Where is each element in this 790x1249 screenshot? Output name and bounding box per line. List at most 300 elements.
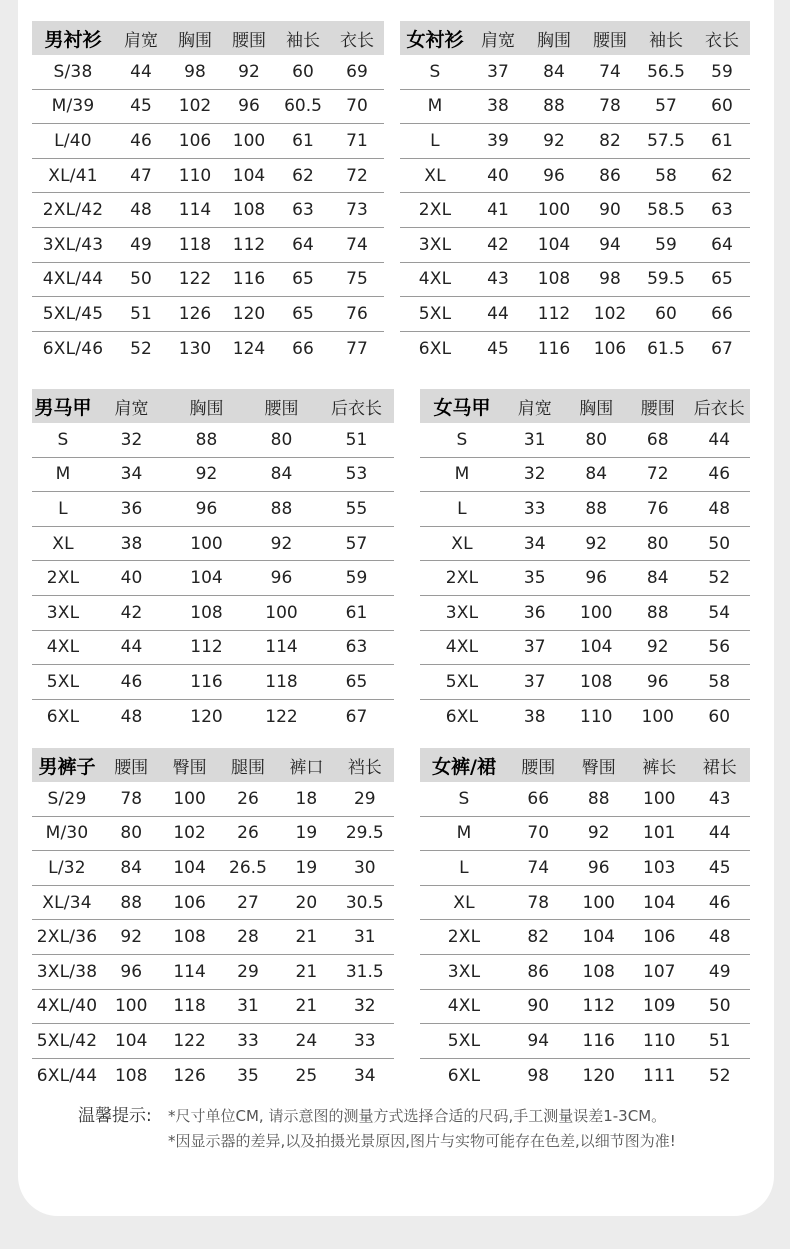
measure-cell: 31 (219, 989, 277, 1024)
size-cell: 6XL (418, 338, 452, 359)
measure-cell: 88 (627, 595, 689, 630)
size-cell: M (32, 457, 94, 492)
size-cell: 4XL (420, 989, 508, 1024)
measure-cell: 52 (708, 1065, 731, 1086)
measure-cell: 70 (508, 816, 569, 851)
size-cell: 4XL (32, 630, 94, 665)
table-row (32, 885, 394, 920)
measure-cell: 100 (169, 526, 244, 561)
measure-cell: 62 (694, 158, 750, 193)
measure-cell: 28 (219, 920, 277, 955)
measure-cell: 59.5 (638, 262, 694, 297)
measure-cell: 116 (537, 338, 571, 359)
measure-cell: 110 (629, 1024, 690, 1059)
measure-cell: 90 (508, 989, 569, 1024)
measure-cell: 32 (336, 989, 394, 1024)
size-cell: 2XL/36 (32, 920, 102, 955)
measure-cell: 33 (219, 1024, 277, 1059)
size-cell: 5XL/45 (32, 297, 114, 332)
measure-cell: 59 (694, 55, 750, 89)
measure-cell: 51 (114, 297, 168, 332)
measure-cell: 65 (319, 665, 394, 700)
measure-cell: 96 (566, 561, 628, 596)
size-cell: 3XL (420, 595, 504, 630)
measure-cell: 64 (276, 227, 330, 262)
measure-cell: 18 (277, 782, 335, 816)
size-cell: 2XL (420, 920, 508, 955)
measure-cell: 60 (708, 706, 731, 727)
size-cell: 4XL/44 (32, 262, 114, 297)
measure-cell: 76 (330, 297, 384, 332)
size-cell: 4XL (400, 262, 470, 297)
measure-cell: 88 (569, 782, 630, 816)
column-header: 胸围 (526, 21, 582, 55)
table-row (420, 699, 750, 733)
size-cell: S (400, 55, 470, 89)
measure-cell: 31.5 (336, 954, 394, 989)
measure-cell: 63 (319, 630, 394, 665)
measure-cell: 49 (114, 227, 168, 262)
table-row (32, 124, 384, 159)
measure-cell: 77 (346, 338, 368, 359)
measure-cell: 69 (330, 55, 384, 89)
column-header: 肩宽 (114, 21, 168, 55)
table-row (32, 851, 394, 886)
measure-cell: 82 (508, 920, 569, 955)
measure-cell: 118 (168, 227, 222, 262)
measure-cell: 65 (276, 262, 330, 297)
column-header: 腰围 (244, 389, 319, 423)
measure-cell: 57 (638, 89, 694, 124)
tips-line-2: *因显示器的差异,以及拍摄光景原因,图片与实物可能存在色差,以细节图为准! (168, 1132, 676, 1150)
measure-cell: 60 (638, 297, 694, 332)
table-row (420, 665, 750, 700)
size-cell: L (32, 492, 94, 527)
table-row (32, 595, 394, 630)
measure-cell: 82 (582, 124, 638, 159)
measure-cell: 59 (638, 227, 694, 262)
size-cell: L/40 (32, 124, 114, 159)
table-row (420, 782, 750, 816)
table-row (420, 561, 750, 596)
measure-cell: 21 (277, 920, 335, 955)
measure-cell: 29 (336, 782, 394, 816)
measure-cell: 96 (627, 665, 689, 700)
measure-cell: 38 (94, 526, 169, 561)
measure-cell: 104 (566, 630, 628, 665)
measure-cell: 44 (470, 297, 526, 332)
size-cell: 5XL/42 (32, 1024, 102, 1059)
table-row (420, 885, 750, 920)
table-row (32, 55, 384, 89)
tips-line-1: *尺寸单位CM, 请示意图的测量方式选择合适的尺码,手工测量误差1-3CM。 (168, 1107, 667, 1125)
table-row (32, 816, 394, 851)
measure-cell: 112 (526, 297, 582, 332)
size-cell: M (420, 816, 508, 851)
measure-cell: 44 (690, 816, 751, 851)
measure-cell: 100 (222, 124, 276, 159)
measure-cell: 38 (523, 706, 546, 727)
measure-cell: 106 (160, 885, 218, 920)
column-header: 肩宽 (504, 389, 566, 423)
measure-cell: 29.5 (336, 816, 394, 851)
measure-cell: 80 (566, 423, 628, 457)
size-cell: S/38 (32, 55, 114, 89)
measure-cell: 86 (582, 158, 638, 193)
size-cell: XL/34 (32, 885, 102, 920)
table-row (32, 297, 384, 332)
measure-cell: 34 (353, 1065, 376, 1086)
size-cell: S (420, 782, 508, 816)
measure-cell: 53 (319, 457, 394, 492)
table-row (420, 989, 750, 1024)
table-row (32, 989, 394, 1024)
size-cell: L (420, 851, 508, 886)
table-row (420, 1024, 750, 1059)
table-title: 女马甲 (420, 389, 504, 423)
measure-cell: 50 (689, 526, 751, 561)
measure-cell: 27 (219, 885, 277, 920)
measure-cell: 61.5 (647, 338, 685, 359)
table-row (400, 262, 750, 297)
measure-cell: 50 (114, 262, 168, 297)
measure-cell: 32 (504, 457, 566, 492)
measure-cell: 122 (265, 706, 298, 727)
measure-cell: 72 (330, 158, 384, 193)
measure-cell: 118 (244, 665, 319, 700)
measure-cell: 104 (569, 920, 630, 955)
measure-cell: 43 (470, 262, 526, 297)
measure-cell: 26.5 (219, 851, 277, 886)
measure-cell: 30 (336, 851, 394, 886)
table-row (400, 55, 750, 89)
measure-cell: 44 (114, 55, 168, 89)
measure-cell: 104 (629, 885, 690, 920)
measure-cell: 57.5 (638, 124, 694, 159)
measure-cell: 111 (643, 1065, 676, 1086)
table-row (400, 89, 750, 124)
measure-cell: 109 (629, 989, 690, 1024)
column-header: 后衣长 (689, 389, 751, 423)
table-row (32, 782, 394, 816)
measure-cell: 96 (169, 492, 244, 527)
measure-cell: 72 (627, 457, 689, 492)
table-row (32, 1024, 394, 1059)
column-header: 胸围 (169, 389, 244, 423)
measure-cell: 24 (277, 1024, 335, 1059)
column-header: 腰围 (627, 389, 689, 423)
measure-cell: 94 (582, 227, 638, 262)
measure-cell: 96 (569, 851, 630, 886)
measure-cell: 66 (694, 297, 750, 332)
measure-cell: 104 (160, 851, 218, 886)
table-row (400, 297, 750, 332)
measure-cell: 100 (526, 193, 582, 228)
measure-cell: 67 (711, 338, 733, 359)
size-cell: 3XL (420, 954, 508, 989)
column-header: 肩宽 (470, 21, 526, 55)
measure-cell: 78 (582, 89, 638, 124)
table-row (32, 89, 384, 124)
size-cell: 5XL (400, 297, 470, 332)
table-row (32, 954, 394, 989)
measure-cell: 100 (641, 706, 674, 727)
size-cell: 2XL (400, 193, 470, 228)
measure-cell: 51 (319, 423, 394, 457)
table-title: 男裤子 (32, 748, 102, 782)
table-header-row (420, 389, 750, 423)
measure-cell: 78 (102, 782, 160, 816)
measure-cell: 114 (160, 954, 218, 989)
measure-cell: 56 (689, 630, 751, 665)
size-cell: 5XL (420, 1024, 508, 1059)
measure-cell: 48 (690, 920, 751, 955)
table-title: 女裤/裙 (420, 748, 508, 782)
measure-cell: 100 (569, 885, 630, 920)
measure-cell: 65 (694, 262, 750, 297)
men-shirt-size-table (32, 21, 384, 365)
measure-cell: 120 (222, 297, 276, 332)
measure-cell: 92 (102, 920, 160, 955)
measure-cell: 46 (114, 124, 168, 159)
size-cell: XL (420, 885, 508, 920)
size-cell: L (420, 492, 504, 527)
measure-cell: 45 (487, 338, 509, 359)
measure-cell: 48 (689, 492, 751, 527)
table-header-row (400, 21, 750, 55)
measure-cell: 60 (694, 89, 750, 124)
measure-cell: 92 (526, 124, 582, 159)
measure-cell: 76 (627, 492, 689, 527)
measure-cell: 47 (114, 158, 168, 193)
measure-cell: 96 (526, 158, 582, 193)
measure-cell: 36 (94, 492, 169, 527)
measure-cell: 94 (508, 1024, 569, 1059)
size-cell: 3XL/43 (32, 227, 114, 262)
table-row (420, 423, 750, 457)
measure-cell: 70 (330, 89, 384, 124)
measure-cell: 63 (694, 193, 750, 228)
table-row (400, 227, 750, 262)
size-cell: XL (420, 526, 504, 561)
measure-cell: 52 (689, 561, 751, 596)
measure-cell: 98 (527, 1065, 550, 1086)
table-row (420, 526, 750, 561)
table-row (420, 816, 750, 851)
measure-cell: 114 (244, 630, 319, 665)
measure-cell: 29 (219, 954, 277, 989)
size-cell: S (32, 423, 94, 457)
size-cell: M (420, 457, 504, 492)
measure-cell: 92 (627, 630, 689, 665)
size-cell: 4XL (420, 630, 504, 665)
measure-cell: 106 (593, 338, 627, 359)
measure-cell: 106 (168, 124, 222, 159)
measure-cell: 65 (276, 297, 330, 332)
measure-cell: 100 (160, 782, 218, 816)
measure-cell: 61 (276, 124, 330, 159)
measure-cell: 19 (277, 851, 335, 886)
table-row (32, 699, 394, 733)
size-cell: 6XL/46 (42, 338, 104, 359)
measure-cell: 88 (244, 492, 319, 527)
table-header-row (32, 389, 394, 423)
measure-cell: 74 (508, 851, 569, 886)
column-header: 衣长 (330, 21, 384, 55)
size-cell: 6XL/44 (36, 1065, 98, 1086)
table-row (420, 920, 750, 955)
table-title: 男马甲 (32, 389, 94, 423)
measure-cell: 108 (169, 595, 244, 630)
measure-cell: 88 (566, 492, 628, 527)
measure-cell: 31 (504, 423, 566, 457)
measure-cell: 30.5 (336, 885, 394, 920)
measure-cell: 122 (168, 262, 222, 297)
measure-cell: 110 (168, 158, 222, 193)
table-row (420, 630, 750, 665)
measure-cell: 34 (504, 526, 566, 561)
measure-cell: 39 (470, 124, 526, 159)
table-row (32, 193, 384, 228)
table-row (420, 954, 750, 989)
measure-cell: 92 (566, 526, 628, 561)
measure-cell: 34 (94, 457, 169, 492)
measure-cell: 67 (345, 706, 368, 727)
column-header: 臀围 (160, 748, 218, 782)
measure-cell: 102 (160, 816, 218, 851)
column-header: 裆长 (336, 748, 394, 782)
table-row (32, 331, 384, 365)
column-header: 腰围 (582, 21, 638, 55)
measure-cell: 25 (295, 1065, 318, 1086)
measure-cell: 43 (690, 782, 751, 816)
measure-cell: 92 (569, 816, 630, 851)
measure-cell: 66 (508, 782, 569, 816)
size-cell: 6XL (46, 706, 80, 727)
measure-cell: 60 (276, 55, 330, 89)
measure-cell: 32 (94, 423, 169, 457)
table-row (400, 331, 750, 365)
measure-cell: 104 (222, 158, 276, 193)
size-cell: 3XL (32, 595, 94, 630)
table-row (32, 1058, 394, 1092)
measure-cell: 104 (169, 561, 244, 596)
measure-cell: 38 (470, 89, 526, 124)
table-row (32, 492, 394, 527)
measure-cell: 64 (694, 227, 750, 262)
measure-cell: 100 (244, 595, 319, 630)
table-row (32, 423, 394, 457)
measure-cell: 31 (336, 920, 394, 955)
measure-cell: 108 (114, 1065, 148, 1086)
column-header: 胸围 (566, 389, 628, 423)
column-header: 腰围 (102, 748, 160, 782)
measure-cell: 33 (504, 492, 566, 527)
size-cell: 5XL (420, 665, 504, 700)
size-cell: XL/41 (32, 158, 114, 193)
table-row (400, 124, 750, 159)
size-cell: XL (32, 526, 94, 561)
measure-cell: 46 (690, 885, 751, 920)
men-vest-size-table (32, 389, 394, 733)
measure-cell: 100 (629, 782, 690, 816)
measure-cell: 84 (627, 561, 689, 596)
measure-cell: 84 (526, 55, 582, 89)
measure-cell: 78 (508, 885, 569, 920)
table-header-row (420, 748, 750, 782)
measure-cell: 108 (526, 262, 582, 297)
measure-cell: 120 (190, 706, 223, 727)
measure-cell: 120 (582, 1065, 615, 1086)
measure-cell: 58.5 (638, 193, 694, 228)
measure-cell: 57 (319, 526, 394, 561)
table-title: 女衬衫 (400, 21, 470, 55)
measure-cell: 108 (569, 954, 630, 989)
measure-cell: 126 (173, 1065, 206, 1086)
table-row (32, 561, 394, 596)
measure-cell: 44 (689, 423, 751, 457)
measure-cell: 40 (470, 158, 526, 193)
table-row (420, 595, 750, 630)
measure-cell: 108 (160, 920, 218, 955)
table-row (32, 630, 394, 665)
column-header: 袖长 (276, 21, 330, 55)
size-cell: 6XL (447, 1065, 481, 1086)
measure-cell: 112 (569, 989, 630, 1024)
measure-cell: 116 (169, 665, 244, 700)
measure-cell: 90 (582, 193, 638, 228)
measure-cell: 61 (694, 124, 750, 159)
measure-cell: 74 (330, 227, 384, 262)
women-vest-size-table (420, 389, 750, 733)
measure-cell: 80 (102, 816, 160, 851)
size-cell: S/29 (32, 782, 102, 816)
measure-cell: 96 (102, 954, 160, 989)
column-header: 后衣长 (319, 389, 394, 423)
measure-cell: 106 (629, 920, 690, 955)
column-header: 裙长 (690, 748, 751, 782)
column-header: 腰围 (508, 748, 569, 782)
size-cell: 3XL/38 (32, 954, 102, 989)
measure-cell: 80 (627, 526, 689, 561)
measure-cell: 68 (627, 423, 689, 457)
measure-cell: 80 (244, 423, 319, 457)
size-cell: S (420, 423, 504, 457)
measure-cell: 86 (508, 954, 569, 989)
table-row (400, 193, 750, 228)
measure-cell: 26 (219, 782, 277, 816)
size-cell: L (400, 124, 470, 159)
table-row (32, 526, 394, 561)
measure-cell: 73 (330, 193, 384, 228)
measure-cell: 114 (168, 193, 222, 228)
measure-cell: 124 (232, 338, 266, 359)
measure-cell: 100 (102, 989, 160, 1024)
table-row (400, 158, 750, 193)
measure-cell: 48 (114, 193, 168, 228)
measure-cell: 110 (580, 706, 613, 727)
measure-cell: 45 (114, 89, 168, 124)
measure-cell: 45 (690, 851, 751, 886)
table-row (32, 920, 394, 955)
measure-cell: 58 (689, 665, 751, 700)
measure-cell: 35 (504, 561, 566, 596)
measure-cell: 108 (566, 665, 628, 700)
table-row (420, 851, 750, 886)
measure-cell: 88 (102, 885, 160, 920)
measure-cell: 130 (178, 338, 212, 359)
table-row (32, 262, 384, 297)
